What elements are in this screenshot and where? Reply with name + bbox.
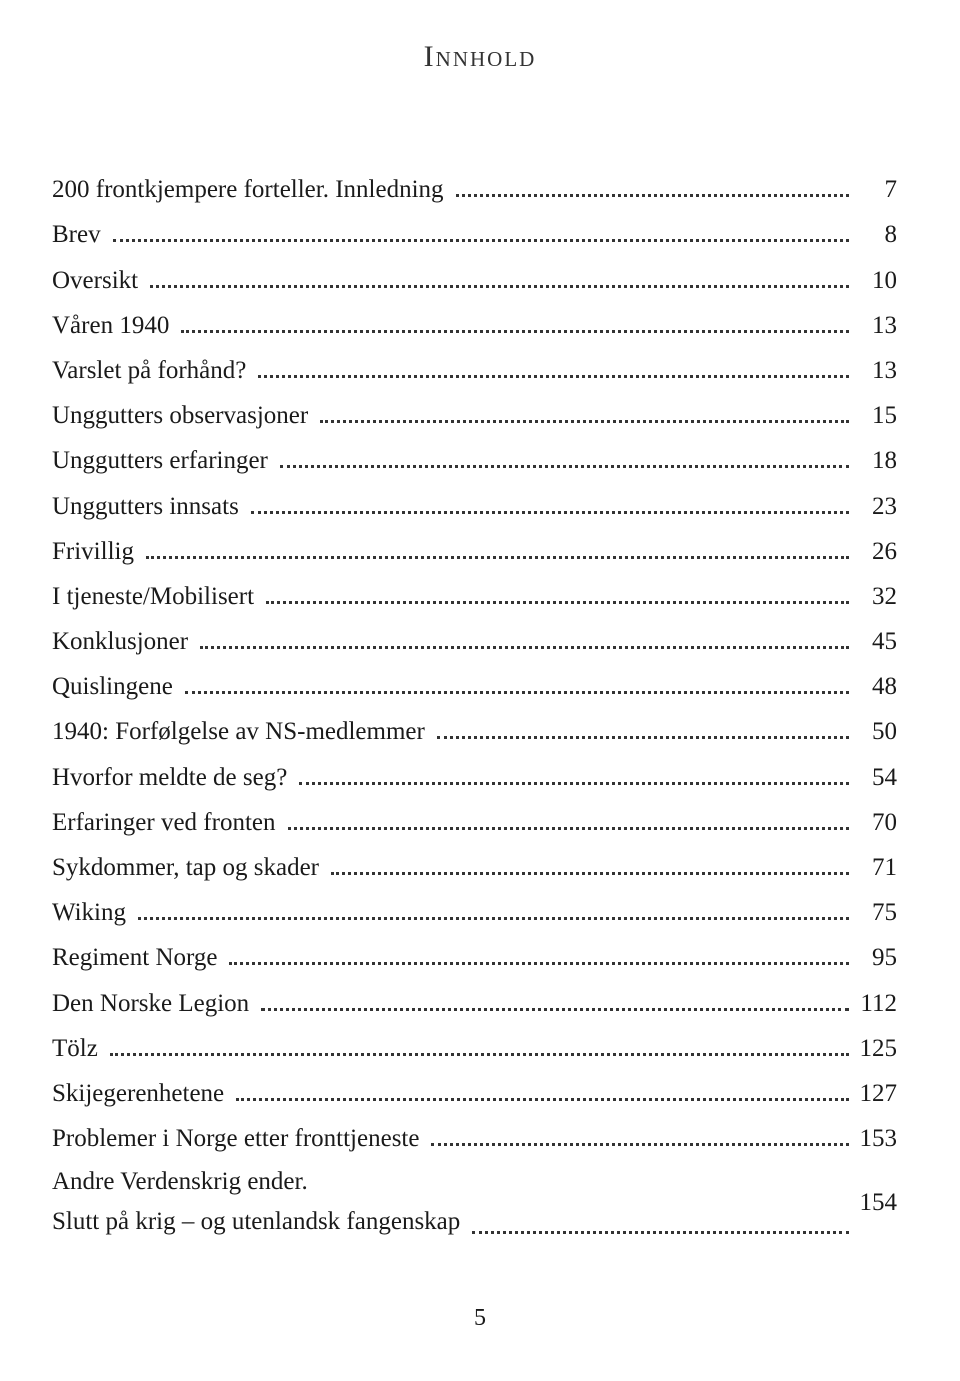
dot-leader: [261, 1008, 849, 1011]
toc-entry-page: 127: [859, 1079, 897, 1107]
toc-entry-page: 26: [872, 537, 897, 565]
toc-entry-title: Frivillig: [52, 537, 134, 565]
toc-entry-page: 95: [872, 944, 897, 972]
dot-leader: [288, 827, 850, 830]
toc-entry-title: Våren 1940: [52, 311, 170, 339]
toc-entry-title: 1940: Forfølgelse av NS-medlemmer: [52, 718, 425, 746]
toc-entry-page: 15: [872, 402, 897, 430]
dot-leader: [472, 1231, 849, 1234]
dot-leader: [229, 962, 849, 965]
toc-entry-title: Den Norske Legion: [52, 989, 250, 1017]
page-number: 5: [474, 1305, 486, 1331]
toc-entry-title: Varslet på forhånd?: [52, 356, 247, 384]
toc-entry[interactable]: [52, 747, 897, 792]
toc-entry-title-line1: Andre Verdenskrig ender.: [52, 1168, 308, 1196]
toc-entry-page: 45: [872, 628, 897, 656]
toc-entry-title: Hvorfor meldte de seg?: [52, 763, 288, 791]
toc-entry-page: 153: [859, 1125, 897, 1153]
toc-entry-page: 48: [872, 673, 897, 701]
toc-entry[interactable]: [52, 476, 897, 521]
toc-entry-page: 32: [872, 582, 897, 610]
dot-leader: [437, 736, 849, 739]
dot-leader: [150, 285, 849, 288]
toc-entry[interactable]: [52, 1019, 897, 1064]
toc-entry-title: Quislingene: [52, 673, 173, 701]
toc-entry-page: 50: [872, 718, 897, 746]
toc-entry-page: 23: [872, 492, 897, 520]
dot-leader: [200, 646, 849, 649]
toc-entry-title: 200 frontkjempere forteller. Innledning: [52, 176, 444, 204]
toc-entry-page: 10: [872, 266, 897, 294]
toc-entry[interactable]: [52, 1109, 897, 1154]
toc-entry[interactable]: [52, 973, 897, 1018]
dot-leader: [258, 375, 849, 378]
toc-entry[interactable]: [52, 657, 897, 702]
toc-entry-title: Sykdommer, tap og skader: [52, 854, 320, 881]
dot-leader: [331, 872, 849, 875]
dot-leader: [236, 1098, 849, 1101]
toc-entry-page: 18: [872, 447, 897, 475]
toc-entry[interactable]: [52, 522, 897, 567]
table-of-contents: [52, 160, 897, 1242]
toc-entry-title: Unggutters erfaringer: [52, 447, 268, 475]
toc-entry-page: 13: [872, 356, 897, 384]
toc-entry[interactable]: [52, 567, 897, 612]
dot-leader: [181, 330, 849, 333]
toc-entry-title-line2: Slutt på krig – og utenlandsk fangenskap: [52, 1208, 461, 1236]
toc-entry-title-block: [52, 1162, 472, 1242]
toc-entry-page: 13: [872, 311, 897, 339]
page-title: Innhold: [423, 40, 537, 73]
toc-entry[interactable]: [52, 793, 897, 838]
dot-leader: [185, 691, 849, 694]
toc-entry-title: Wiking: [52, 899, 126, 927]
toc-entry-page: 154: [859, 1189, 897, 1217]
toc-entry[interactable]: [52, 250, 897, 295]
toc-entry-page: 125: [859, 1034, 897, 1062]
toc-entry-title: Skijegerenhetene: [52, 1079, 225, 1107]
toc-entry[interactable]: [52, 431, 897, 476]
toc-entry[interactable]: [52, 838, 897, 883]
toc-entry-title: Tölz: [52, 1034, 98, 1062]
toc-entry-title: Konklusjoner: [52, 628, 189, 656]
toc-entry-page: 8: [884, 221, 897, 249]
toc-entry-page: 112: [860, 989, 897, 1017]
toc-entry-title: Unggutters innsats: [52, 492, 239, 520]
dot-leader: [110, 1053, 849, 1056]
dot-leader: [266, 601, 849, 604]
toc-entry-page: 75: [872, 899, 897, 927]
toc-entry[interactable]: [52, 341, 897, 386]
dot-leader: [146, 556, 849, 559]
toc-entry-title: I tjeneste/Mobilisert: [52, 582, 255, 610]
toc-entry-page: 71: [872, 854, 897, 881]
toc-entry-title: Brev: [52, 221, 101, 249]
toc-entry[interactable]: [52, 386, 897, 431]
toc-entry-page: 7: [884, 176, 897, 204]
toc-entry[interactable]: [52, 702, 897, 747]
toc-entry[interactable]: [52, 883, 897, 928]
dot-leader: [113, 239, 849, 242]
dot-leader: [299, 782, 849, 785]
toc-entry-title: Problemer i Norge etter fronttjeneste: [52, 1125, 420, 1153]
dot-leader: [138, 917, 849, 920]
dot-leader: [251, 511, 849, 514]
dot-leader: [320, 420, 849, 423]
toc-entry-page: 54: [872, 763, 897, 791]
toc-entry[interactable]: [52, 1064, 897, 1109]
toc-entry-last[interactable]: [52, 1154, 897, 1242]
toc-entry[interactable]: [52, 612, 897, 657]
toc-entry[interactable]: [52, 928, 897, 973]
toc-entry[interactable]: [52, 296, 897, 341]
toc-entry-title: Erfaringer ved fronten: [52, 808, 276, 836]
toc-entry-title: Oversikt: [52, 266, 139, 294]
dot-leader: [431, 1143, 849, 1146]
toc-entry-page: 70: [872, 808, 897, 836]
toc-entry-title: Regiment Norge: [52, 944, 218, 972]
toc-entry[interactable]: [52, 160, 897, 205]
toc-entry[interactable]: [52, 205, 897, 250]
toc-entry-title: Unggutters observasjoner: [52, 402, 309, 430]
dot-leader: [456, 194, 849, 197]
dot-leader: [280, 465, 849, 468]
